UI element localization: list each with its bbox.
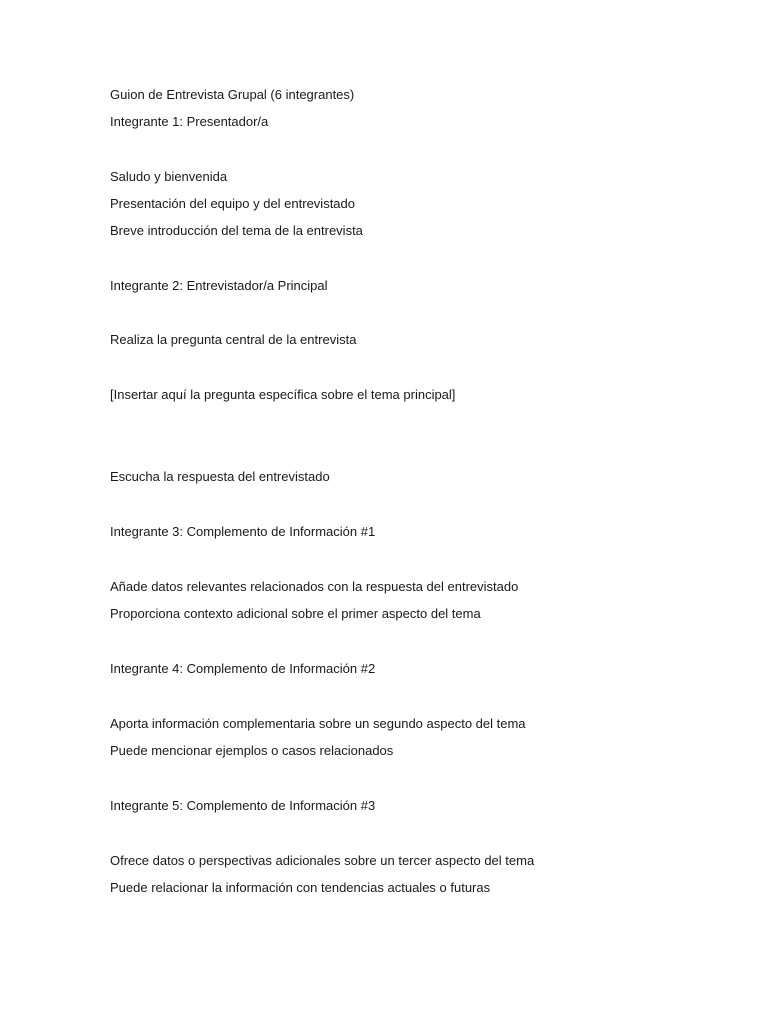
- member-1-item: Breve introducción del tema de la entrevista: [110, 223, 363, 238]
- member-1-item: Saludo y bienvenida: [110, 169, 228, 184]
- question-placeholder: [Insertar aquí la pregunta específica sobre el tema principal]: [110, 387, 456, 402]
- member-2-heading: Integrante 2: Entrevistador/a Principal: [110, 278, 328, 293]
- document-title: Guion de Entrevista Grupal (6 integrantes): [110, 87, 355, 102]
- member-2-item: Realiza la pregunta central de la entrevista: [110, 332, 357, 347]
- member-3-item: Añade datos relevantes relacionados con la respuesta del entrevistado: [110, 579, 519, 594]
- member-4-item: Aporta información complementaria sobre un segundo aspecto del tema: [110, 716, 526, 731]
- member-5-heading: Integrante 5: Complemento de Información #3: [110, 798, 376, 813]
- member-1-heading: Integrante 1: Presentador/a: [110, 114, 269, 129]
- member-4-item: Puede mencionar ejemplos o casos relacionados: [110, 743, 394, 758]
- member-3-heading: Integrante 3: Complemento de Información #1: [110, 524, 376, 539]
- member-5-item: Puede relacionar la información con tendencias actuales o futuras: [110, 880, 491, 895]
- member-2-item: Escucha la respuesta del entrevistado: [110, 469, 330, 484]
- member-1-item: Presentación del equipo y del entrevistado: [110, 196, 355, 211]
- member-4-heading: Integrante 4: Complemento de Información #2: [110, 661, 376, 676]
- member-3-item: Proporciona contexto adicional sobre el primer aspecto del tema: [110, 606, 481, 621]
- member-5-item: Ofrece datos o perspectivas adicionales sobre un tercer aspecto del tema: [110, 853, 535, 868]
